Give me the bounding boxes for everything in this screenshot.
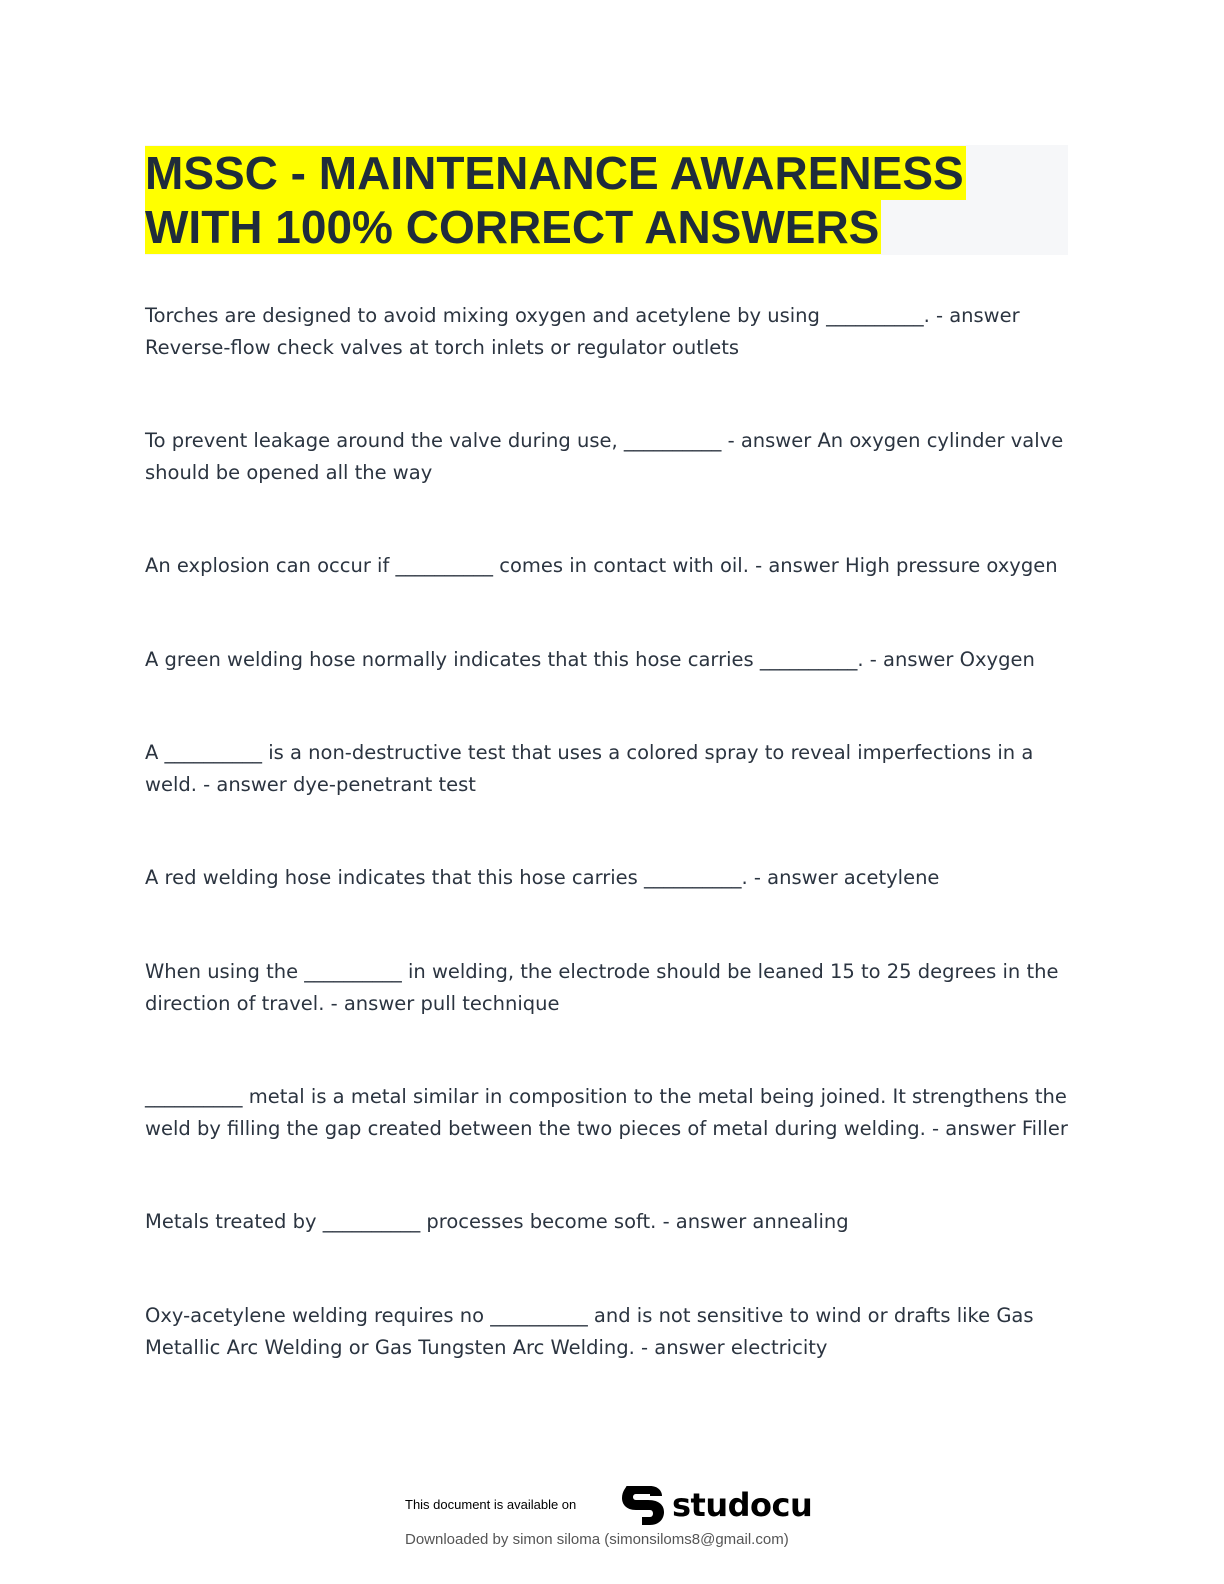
studocu-logo-icon — [620, 1482, 666, 1528]
qa-item-5: A __________ is a non-destructive test that uses a colored spray to reveal imperfections in a weld. - answer dye-penetrant test — [145, 741, 1034, 796]
document-title-line-1: MSSC - MAINTENANCE AWARENESS — [145, 147, 964, 199]
qa-item-6: A red welding hose indicates that this hose carries __________. - answer acetylene — [145, 866, 940, 889]
qa-item-1: Torches are designed to avoid mixing oxygen and acetylene by using __________. - answer Reverse-flow check valves at torch inlets or regulator outlets — [145, 304, 1020, 359]
qa-item-4: A green welding hose normally indicates that this hose carries __________. - answer Oxygen — [145, 648, 1035, 671]
footer-available-text: This document is available on — [405, 1497, 577, 1512]
document-title-line-2: WITH 100% CORRECT ANSWERS — [145, 201, 880, 253]
studocu-logo[interactable] — [620, 1481, 812, 1529]
qa-item-7: When using the __________ in welding, the electrode should be leaned 15 to 25 degrees in the direction of travel. - answer pull technique — [145, 960, 1059, 1015]
footer-downloaded-text: Downloaded by simon siloma (simonsiloms8@gmail.com) — [405, 1531, 789, 1548]
qa-item-3: An explosion can occur if __________ comes in contact with oil. - answer High pressure oxygen — [145, 554, 1058, 577]
studocu-logo-text: studocu — [672, 1486, 813, 1524]
qa-item-9: Metals treated by __________ processes become soft. - answer annealing — [145, 1210, 849, 1233]
qa-item-8: __________ metal is a metal similar in composition to the metal being joined. It strengthens the weld by filling the gap created between the two pieces of metal during welding. - answer Filler — [145, 1085, 1068, 1140]
qa-item-2: To prevent leakage around the valve during use, __________ - answer An oxygen cylinder valve should be opened all the way — [145, 429, 1064, 484]
qa-item-10: Oxy-acetylene welding requires no __________ and is not sensitive to wind or drafts like Gas Metallic Arc Welding or Gas Tungsten Arc Welding. - answer electricity — [145, 1304, 1034, 1359]
